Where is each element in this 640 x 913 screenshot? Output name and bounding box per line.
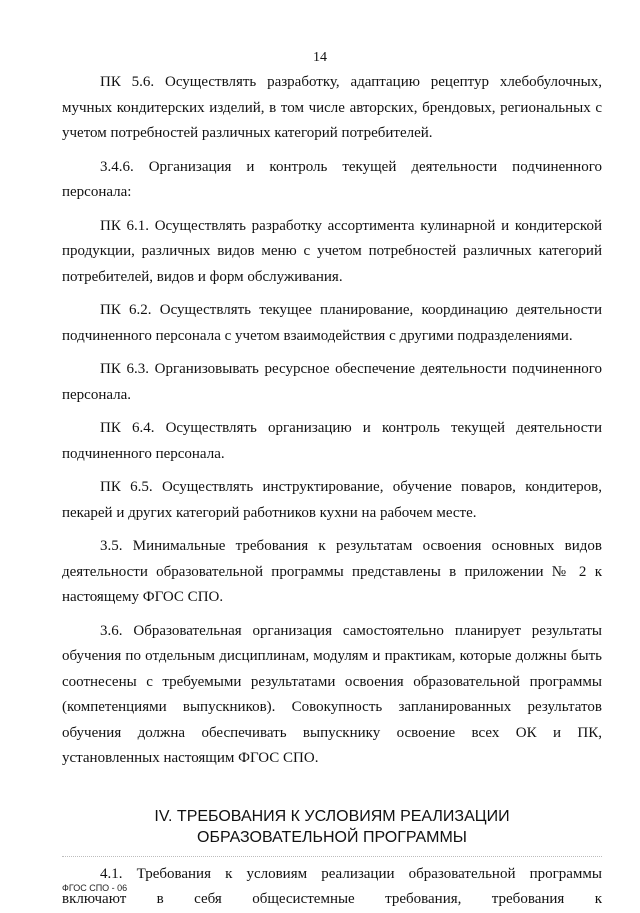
footer-label: ФГОС СПО - 06 (62, 883, 128, 893)
paragraph-pk-6-5: ПК 6.5. Осуществлять инструктирование, обучение поваров, кондитеров, пекарей и других категорий работников кухни на рабочем месте. (62, 479, 602, 521)
paragraph-3-4-6: 3.4.6. Организация и контроль текущей деятельности подчиненного персонала: (62, 158, 602, 200)
paragraph-pk-6-2: ПК 6.2. Осуществлять текущее планирование, координацию деятельности подчиненного персонала с учетом взаимодействия с другими подразделениями. (62, 302, 602, 344)
paragraph-4-1: 4.1. Требования к условиям реализации образовательной программы включают в себя общесистемные требования, требования к (62, 865, 602, 907)
paragraph-pk-6-3: ПК 6.3. Организовывать ресурсное обеспечение деятельности подчиненного персонала. (62, 361, 602, 403)
paragraph-pk-5-6: ПК 5.6. Осуществлять разработку, адаптацию рецептур хлебобулочных, мучных кондитерских изделий, в том числе авторских, брендовых, региональных с учетом потребностей различных категорий потребителей. (62, 74, 602, 141)
section-heading: IV. ТРЕБОВАНИЯ К УСЛОВИЯМ РЕАЛИЗАЦИИ ОБРАЗОВАТЕЛЬНОЙ ПРОГРАММЫ (154, 807, 510, 846)
paragraph-3-5: 3.5. Минимальные требования к результатам освоения основных видов деятельности образовательной программы представлены в приложении № 2 к настоящему ФГОС СПО. (62, 538, 602, 605)
document-body (62, 70, 602, 913)
scan-artifact-divider (62, 856, 602, 858)
paragraph-pk-6-4: ПК 6.4. Осуществлять организацию и контроль текущей деятельности подчиненного персонала. (62, 420, 602, 462)
paragraph-3-6: 3.6. Образовательная организация самостоятельно планирует результаты обучения по отдельным дисциплинам, модулям и практикам, которые должны быть соотнесены с требуемыми результатами освоения образовательной программы (компетенциями выпускников). Совокупность запланированных результатов обучения должна обеспечивать выпускнику освоение всех ОК и ПК, установленных настоящим ФГОС СПО. (62, 622, 602, 766)
page-number: 14 (313, 50, 327, 65)
paragraph-pk-6-1: ПК 6.1. Осуществлять разработку ассортимента кулинарной и кондитерской продукции, различных видов меню с учетом потребностей различных категорий потребителей, видов и форм обслуживания. (62, 217, 602, 285)
